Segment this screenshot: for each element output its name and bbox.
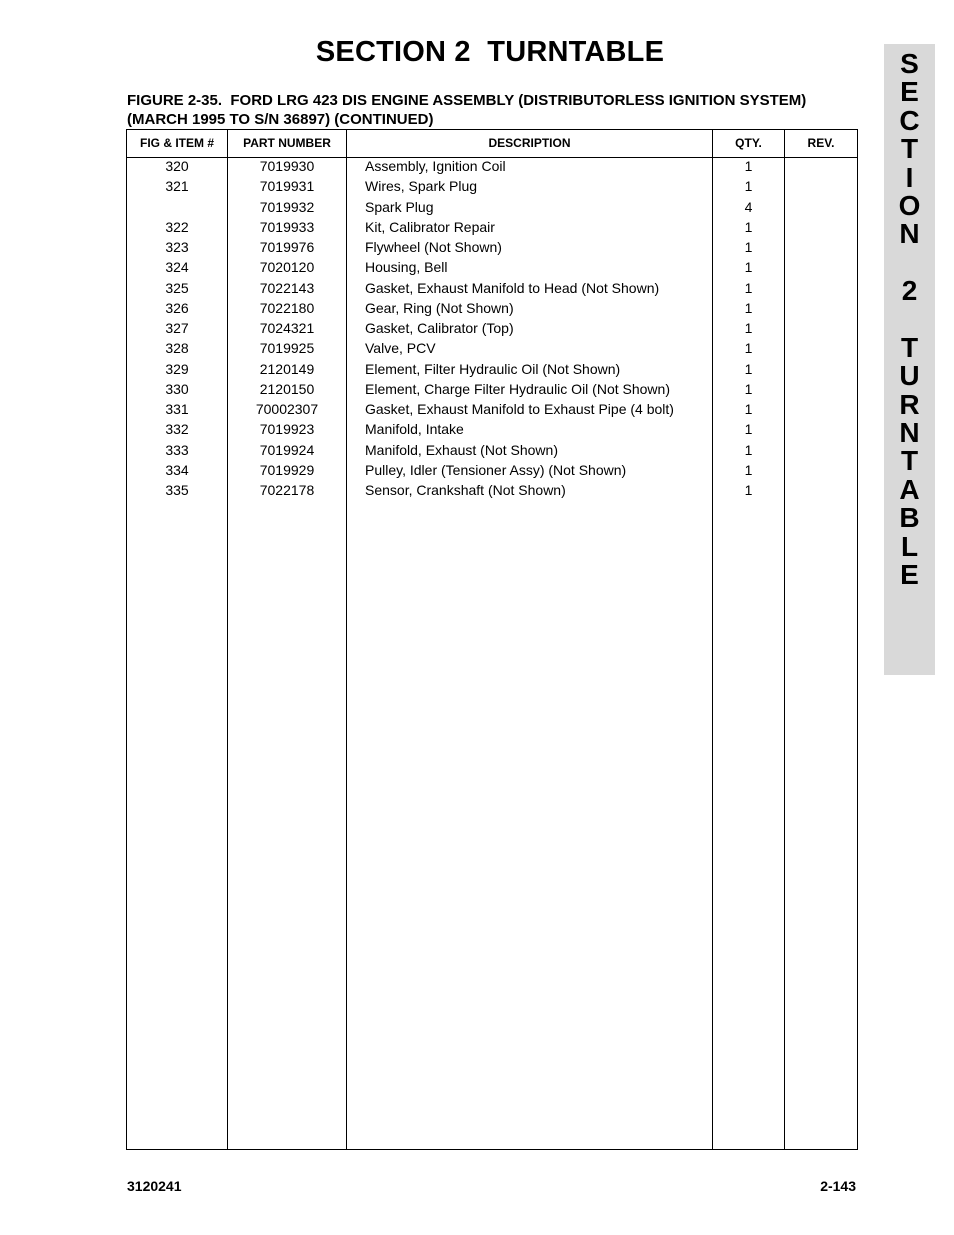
side-tab-letter (884, 306, 935, 334)
table-row (127, 421, 857, 441)
document-number: 3120241 (127, 1178, 182, 1194)
part-number-cell: 7022180 (259, 299, 315, 316)
qty-cell: 1 (744, 218, 753, 235)
part-number-cell: 7019924 (259, 441, 315, 458)
table-row (127, 340, 857, 360)
column-header-item: FIG & ITEM # (139, 136, 214, 150)
side-tab-letter: R (899, 388, 920, 420)
side-tab-letter: A (899, 473, 920, 505)
item-number-cell: 333 (165, 441, 189, 458)
figure-title-line-2: (MARCH 1995 TO S/N 36897) (CONTINUED) (127, 111, 434, 128)
column-header-description: DESCRIPTION (488, 136, 571, 150)
part-number-cell: 7019932 (259, 198, 315, 215)
side-tab-letter: N (899, 218, 920, 250)
description-cell: Element, Filter Hydraulic Oil (Not Shown) (365, 360, 621, 377)
side-tab-letter: T (900, 133, 919, 165)
side-tab-letter: S (900, 48, 919, 79)
qty-cell: 1 (744, 461, 753, 478)
part-number-cell: 2120149 (259, 360, 315, 377)
description-cell: Gasket, Calibrator (Top) (365, 320, 514, 336)
item-number-cell: 329 (165, 360, 189, 377)
parts-table (126, 129, 858, 1150)
table-row (127, 300, 857, 320)
table-row (127, 178, 857, 198)
section-title: SECTION 2 TURNTABLE (315, 36, 665, 68)
side-tab-letter (884, 249, 935, 277)
qty-cell: 1 (744, 320, 753, 336)
description-cell: Spark Plug (365, 198, 434, 215)
table-body (127, 158, 857, 502)
item-number-cell: 323 (165, 239, 189, 255)
description-cell: Valve, PCV (365, 340, 436, 357)
table-row (127, 381, 857, 401)
qty-cell: 1 (744, 279, 753, 296)
description-cell: Manifold, Intake (365, 421, 464, 438)
table-row (127, 280, 857, 300)
column-header-part-number: PART NUMBER (243, 136, 331, 150)
part-number-cell: 7024321 (259, 320, 315, 336)
page-number: 2-143 (820, 1178, 856, 1194)
item-number-cell: 335 (165, 482, 189, 498)
part-number-cell: 7019923 (259, 421, 315, 438)
side-tab-letter: C (899, 104, 920, 136)
part-number-cell: 7019930 (259, 158, 315, 174)
qty-cell: 1 (744, 158, 753, 174)
description-cell: Housing, Bell (365, 259, 448, 276)
table-row (127, 361, 857, 381)
table-row (127, 259, 857, 279)
part-number-cell: 7019933 (259, 218, 315, 235)
qty-cell: 1 (744, 239, 753, 255)
description-cell: Gear, Ring (Not Shown) (365, 299, 514, 316)
part-number-cell: 70002307 (255, 401, 319, 417)
side-tab-letter: U (899, 360, 920, 392)
qty-cell: 1 (744, 299, 753, 316)
item-number-cell: 334 (165, 461, 189, 478)
qty-cell: 1 (744, 401, 753, 417)
side-tab-letter: B (899, 502, 920, 534)
qty-cell: 1 (744, 380, 753, 397)
qty-cell: 1 (744, 259, 753, 276)
table-row (127, 239, 857, 259)
description-cell: Assembly, Ignition Coil (365, 158, 506, 174)
part-number-cell: 7019929 (259, 461, 315, 478)
item-number-cell: 325 (165, 279, 189, 296)
item-number-cell: 322 (165, 218, 189, 235)
qty-cell: 1 (744, 482, 753, 498)
part-number-cell: 7020120 (259, 259, 315, 276)
qty-cell: 1 (744, 360, 753, 377)
item-number-cell: 328 (165, 340, 189, 357)
side-tab-letter: O (898, 189, 921, 221)
side-tab-letter: L (900, 530, 919, 562)
side-tab-letter: T (900, 331, 919, 363)
qty-cell: 1 (744, 340, 753, 357)
qty-cell: 4 (744, 198, 753, 215)
part-number-cell: 7022143 (259, 279, 315, 296)
description-cell: Kit, Calibrator Repair (365, 218, 495, 235)
table-header-row (127, 130, 857, 158)
side-tab-letter: N (899, 417, 920, 449)
figure-title (127, 91, 867, 129)
item-number-cell: 332 (165, 421, 189, 438)
item-number-cell: 331 (165, 401, 189, 417)
side-tab-letters (884, 50, 935, 589)
item-number-cell: 327 (165, 320, 189, 336)
part-number-cell: 2120150 (259, 380, 315, 397)
part-number-cell: 7019976 (259, 239, 315, 255)
description-cell: Manifold, Exhaust (Not Shown) (365, 441, 558, 458)
item-number-cell: 321 (165, 178, 189, 195)
qty-cell: 1 (744, 441, 753, 458)
qty-cell: 1 (744, 421, 753, 438)
column-header-rev: REV. (807, 136, 835, 150)
description-cell: Element, Charge Filter Hydraulic Oil (Not Shown) (365, 380, 670, 397)
part-number-cell: 7022178 (259, 482, 315, 498)
table-row (127, 320, 857, 340)
table-row (127, 442, 857, 462)
part-number-cell: 7019931 (259, 178, 315, 195)
table-row (127, 482, 857, 502)
section-side-tab (884, 44, 935, 675)
description-cell: Sensor, Crankshaft (Not Shown) (365, 482, 566, 498)
item-number-cell: 324 (165, 259, 189, 276)
description-cell: Pulley, Idler (Tensioner Assy) (Not Shown) (365, 461, 627, 478)
table-row (127, 401, 857, 421)
item-number-cell: 320 (165, 158, 189, 174)
side-tab-letter: E (900, 76, 919, 108)
description-cell: Flywheel (Not Shown) (365, 239, 502, 255)
qty-cell: 1 (744, 178, 753, 195)
side-tab-letter: T (900, 445, 919, 477)
column-header-qty: QTY. (735, 136, 762, 150)
figure-title-line-1: FIGURE 2-35. FORD LRG 423 DIS ENGINE ASSEMBLY (DISTRIBUTORLESS IGNITION SYSTEM) (127, 92, 807, 109)
table-row (127, 462, 857, 482)
table-row (127, 199, 857, 219)
description-cell: Gasket, Exhaust Manifold to Exhaust Pipe (4 bolt) (365, 401, 674, 417)
description-cell: Gasket, Exhaust Manifold to Head (Not Shown) (365, 279, 660, 296)
side-tab-letter: E (900, 559, 919, 591)
item-number-cell: 330 (165, 380, 189, 397)
side-tab-letter: 2 (901, 275, 918, 307)
description-cell: Wires, Spark Plug (365, 178, 478, 195)
side-tab-letter: I (905, 161, 914, 193)
table-row (127, 158, 857, 178)
item-number-cell: 326 (165, 299, 189, 316)
table-row (127, 219, 857, 239)
part-number-cell: 7019925 (259, 340, 315, 357)
